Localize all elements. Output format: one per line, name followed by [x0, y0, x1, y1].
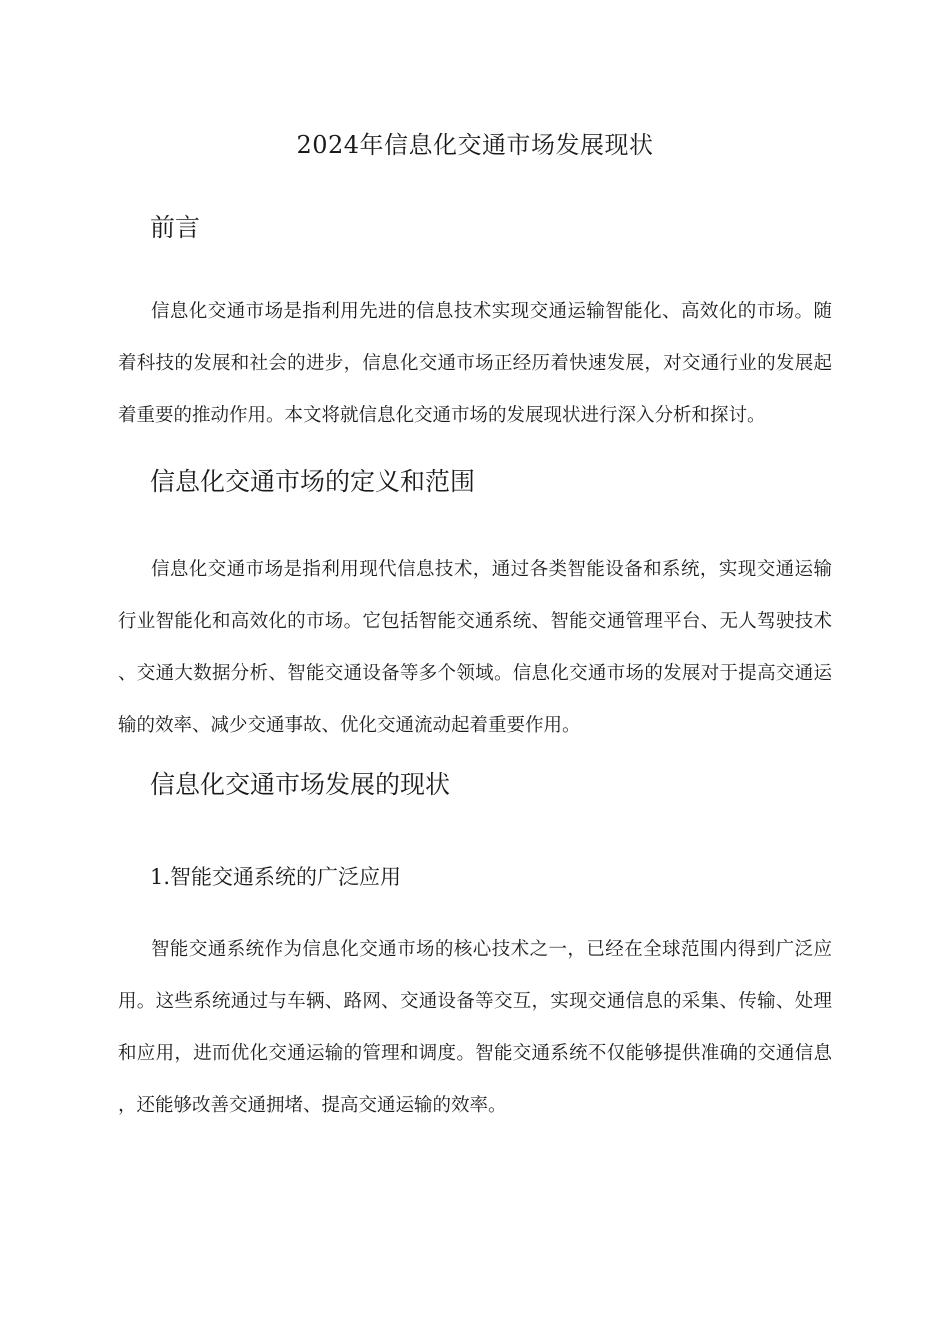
document-title: 2024年信息化交通市场发展现状	[296, 131, 654, 159]
section-heading-preface: 前言	[150, 213, 201, 242]
section-paragraph-definition: 信息化交通市场是指利用现代信息技术，通过各类智能设备和系统，实现交通运输行业智能化和高效化的市场。它包括智能交通系统、智能交通管理平台、无人驾驶技术、交通大数据分析、智能交通设备等多个领域。信息化交通市场的发展对于提高交通运输的效率、减少交通事故、优化交通流动起着重要作用。	[118, 559, 832, 736]
subsection-paragraph-smart-systems: 智能交通系统作为信息化交通市场的核心技术之一，已经在全球范围内得到广泛应用。这些系统通过与车辆、路网、交通设备等交互，实现交通信息的采集、传输、处理和应用，进而优化交通运输的管理和调度。智能交通系统不仅能够提供准确的交通信息，还能够改善交通拥堵、提高交通运输的效率。	[118, 939, 832, 1116]
section-heading-status: 信息化交通市场发展的现状	[150, 770, 451, 799]
section-heading-definition: 信息化交通市场的定义和范围	[150, 467, 476, 496]
section-paragraph-preface: 信息化交通市场是指利用先进的信息技术实现交通运输智能化、高效化的市场。随着科技的发展和社会的进步，信息化交通市场正经历着快速发展，对交通行业的发展起着重要的推动作用。本文将就信息化交通市场的发展现状进行深入分析和探讨。	[118, 301, 832, 426]
subsection-heading-smart-systems: 1.智能交通系统的广泛应用	[150, 865, 402, 889]
